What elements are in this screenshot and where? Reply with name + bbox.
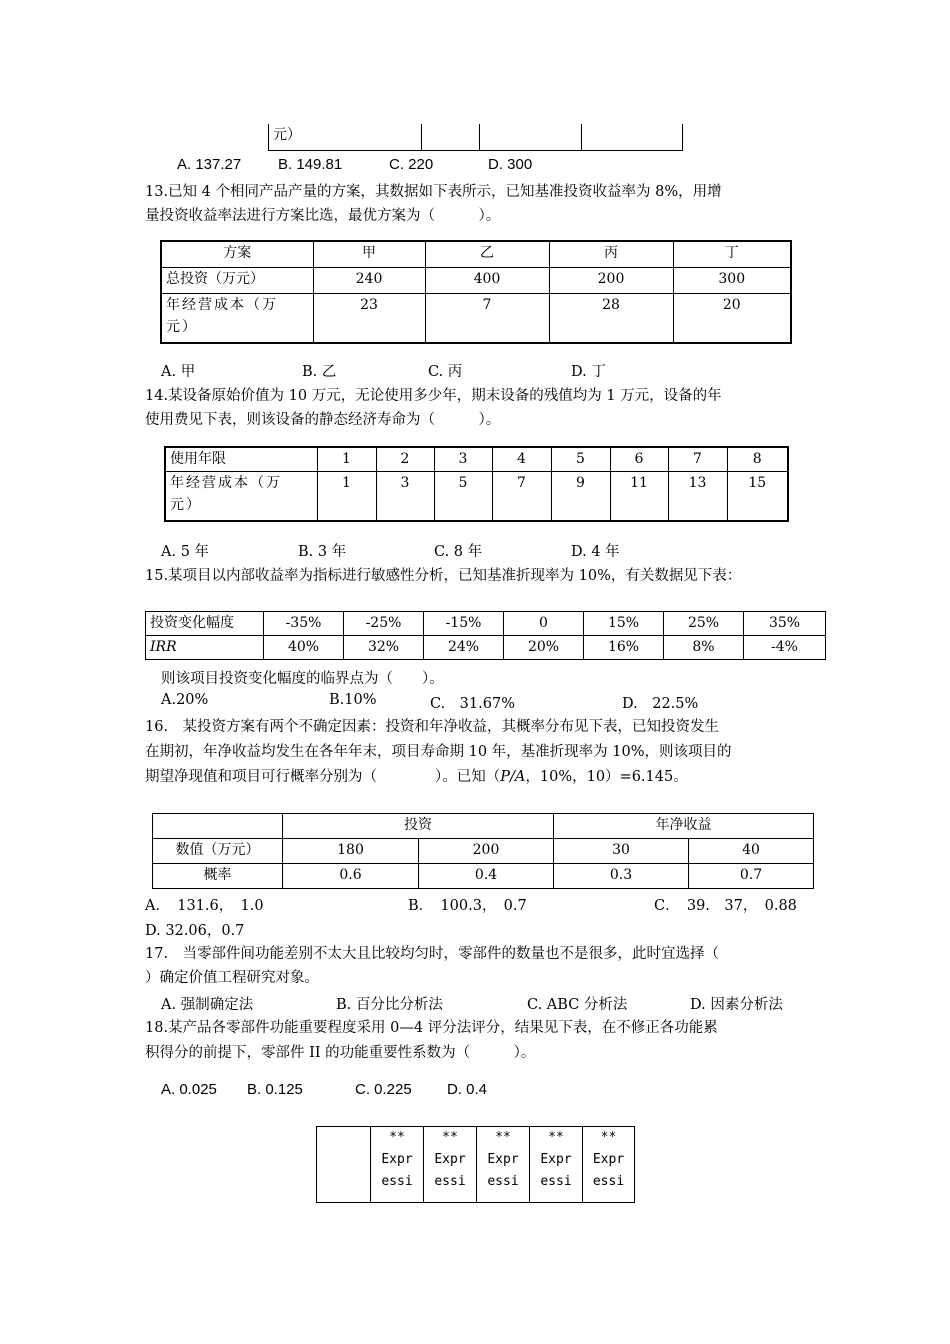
year-cell: 8	[727, 447, 788, 471]
option-a: A. 5 年	[161, 544, 210, 560]
q13-table	[160, 240, 792, 344]
q18-table	[316, 1126, 635, 1203]
prob-cell: 0.6	[283, 864, 419, 889]
option-a: A. 137.27	[177, 156, 242, 173]
top-row-label: 元）	[269, 124, 422, 150]
q13-text-line2: 量投资收益率法进行方案比选，最优方案为（ ）。	[145, 208, 501, 224]
option-b: B.10%	[329, 692, 377, 708]
expr-line: essi	[592, 1174, 625, 1189]
irr-cell: 32%	[344, 636, 424, 660]
q15-table	[145, 611, 826, 660]
year-cell: 3	[434, 447, 492, 471]
change-cell: -15%	[424, 612, 504, 636]
q16-text-part: ，10%，10）=6.145。	[525, 769, 688, 785]
option-b: B. 3 年	[298, 544, 347, 560]
expression-cell	[583, 1127, 635, 1203]
option-a: A.20%	[161, 692, 209, 708]
row-label-line: 元）	[170, 496, 202, 513]
expr-line: essi	[381, 1174, 413, 1189]
expression-cell	[371, 1127, 424, 1203]
table-cell: 28	[549, 293, 673, 343]
empty-cell	[317, 1127, 371, 1203]
year-cell: 1	[317, 447, 376, 471]
row-label-line: 年经营成本（万	[170, 474, 282, 491]
header-cell: 方案	[161, 241, 313, 267]
cost-cell: 9	[551, 471, 610, 521]
q17-text-line2: ）确定价值工程研究对象。	[145, 970, 319, 986]
row-label	[161, 293, 313, 343]
irr-cell: -4%	[744, 636, 826, 660]
option-c: C． 39. 37， 0.88	[654, 898, 797, 914]
group-header-investment: 投资	[283, 814, 554, 839]
top-cell	[422, 124, 480, 150]
option-b: B. 百分比分析法	[336, 997, 443, 1013]
q15-question: 则该项目投资变化幅度的临界点为（ ）。	[161, 671, 444, 687]
option-d: D. 32.06，0.7	[145, 923, 245, 939]
q14-text-line2: 使用费见下表，则该设备的静态经济寿命为（ ）。	[145, 412, 501, 428]
irr-cell: 20%	[504, 636, 584, 660]
option-c: C. 31.67%	[430, 696, 515, 712]
prob-cell: 0.4	[419, 864, 554, 889]
option-b: B. 149.81	[278, 156, 343, 173]
table-cell: 300	[673, 267, 791, 293]
change-cell: 35%	[744, 612, 826, 636]
table-cell: 200	[549, 267, 673, 293]
change-cell: -25%	[344, 612, 424, 636]
year-cell: 6	[610, 447, 668, 471]
option-b: B. 0.125	[247, 1081, 303, 1098]
table-cell: 7	[425, 293, 549, 343]
expr-line: Expr	[592, 1152, 625, 1167]
cost-cell: 7	[492, 471, 551, 521]
row-label: 总投资（万元）	[161, 267, 313, 293]
row-label: 数值（万元）	[153, 839, 283, 864]
irr-cell: 8%	[664, 636, 744, 660]
change-cell: -35%	[264, 612, 344, 636]
q18-text-line1: 18.某产品各零部件功能重要程度采用 0—4 评分法评分，结果见下表，在不修正各功能累	[145, 1020, 718, 1036]
option-c: C. ABC 分析法	[527, 997, 628, 1013]
option-a: A. 甲	[161, 364, 196, 380]
option-a: A． 131.6， 1.0	[145, 898, 264, 914]
value-cell: 40	[689, 839, 814, 864]
expr-line: Expr	[381, 1152, 413, 1167]
expression-cell	[477, 1127, 530, 1203]
q15-text-line1: 15.某项目以内部收益率为指标进行敏感性分析，已知基准折现率为 10%，有关数据见下表：	[145, 568, 742, 584]
expression-cell	[424, 1127, 477, 1203]
top-partial-table	[268, 124, 683, 151]
option-c: C. 0.225	[355, 1081, 412, 1098]
row-label-line: 年经营成本（万	[166, 296, 278, 313]
header-cell: 丁	[673, 241, 791, 267]
row-label	[165, 471, 317, 521]
q18-text-line2: 积得分的前提下，零部件 II 的功能重要性系数为（ ）。	[145, 1045, 536, 1061]
empty-cell	[153, 814, 283, 839]
q13-text-line1: 13.已知 4 个相同产品产量的方案，其数据如下表所示，已知基准投资收益率为 8%，用增	[145, 184, 722, 200]
expr-line: Expr	[487, 1152, 519, 1167]
year-cell: 4	[492, 447, 551, 471]
q16-text-part: 期望净现值和项目可行概率分别为（ ）。已知（	[145, 769, 501, 785]
expr-line: Expr	[540, 1152, 572, 1167]
option-c: C. 丙	[428, 364, 463, 380]
cost-cell: 13	[668, 471, 727, 521]
year-cell: 2	[376, 447, 434, 471]
option-b: B． 100.3， 0.7	[408, 898, 527, 914]
cost-cell: 5	[434, 471, 492, 521]
cost-cell: 3	[376, 471, 434, 521]
q14-text-line1: 14.某设备原始价值为 10 万元，无论使用多少年，期末设备的残值均为 1 万元，设备的年	[145, 388, 722, 404]
expression-cell	[530, 1127, 583, 1203]
value-cell: 180	[283, 839, 419, 864]
cost-cell: 1	[317, 471, 376, 521]
row-label-line: 元）	[166, 318, 198, 335]
q16-text-line2: 在期初，年净收益均发生在各年年末，项目寿命期 10 年，基准折现率为 10%，则该项目的	[145, 744, 732, 760]
change-cell: 15%	[584, 612, 664, 636]
option-d: D. 0.4	[447, 1081, 488, 1098]
q17-text-line1: 17. 当零部件间功能差别不太大且比较均匀时，零部件的数量也不是很多，此时宜选择（	[145, 946, 720, 962]
cost-cell: 11	[610, 471, 668, 521]
q16-text-line3	[145, 767, 688, 787]
header-cell: 甲	[313, 241, 425, 267]
option-a: A. 强制确定法	[161, 997, 254, 1013]
table-cell: 400	[425, 267, 549, 293]
option-d: D. 因素分析法	[690, 997, 783, 1013]
cost-cell: 15	[727, 471, 788, 521]
header-cell: 乙	[425, 241, 549, 267]
irr-cell: 40%	[264, 636, 344, 660]
prob-cell: 0.3	[554, 864, 689, 889]
q14-table	[164, 446, 789, 522]
value-cell: 200	[419, 839, 554, 864]
change-cell: 0	[504, 612, 584, 636]
table-cell: 240	[313, 267, 425, 293]
year-cell: 5	[551, 447, 610, 471]
option-b: B. 乙	[302, 364, 337, 380]
expr-line: **	[548, 1130, 564, 1145]
irr-cell: 16%	[584, 636, 664, 660]
header-label: 使用年限	[165, 447, 317, 471]
q16-text-line1: 16. 某投资方案有两个不确定因素：投资和年净收益，其概率分布见下表，已知投资发生	[145, 719, 720, 735]
top-cell	[582, 124, 683, 150]
q16-table	[152, 813, 814, 889]
row-label: IRR	[146, 636, 264, 660]
expr-line: essi	[434, 1174, 466, 1189]
expr-line: **	[389, 1130, 405, 1145]
expr-line: essi	[487, 1174, 519, 1189]
row-label: 概率	[153, 864, 283, 889]
option-d: D. 22.5%	[622, 696, 699, 712]
option-a: A. 0.025	[161, 1081, 217, 1098]
expr-line: essi	[540, 1174, 572, 1189]
header-cell: 丙	[549, 241, 673, 267]
option-c: C. 220	[389, 156, 434, 173]
expr-line: Expr	[434, 1152, 466, 1167]
group-header-net-income: 年净收益	[554, 814, 814, 839]
table-cell: 20	[673, 293, 791, 343]
option-d: D. 4 年	[571, 544, 620, 560]
option-c: C. 8 年	[434, 544, 483, 560]
expr-line: **	[495, 1130, 511, 1145]
irr-cell: 24%	[424, 636, 504, 660]
change-cell: 25%	[664, 612, 744, 636]
table-cell: 23	[313, 293, 425, 343]
prob-cell: 0.7	[689, 864, 814, 889]
option-d: D. 300	[488, 156, 533, 173]
expr-line: **	[600, 1130, 617, 1145]
row-label: 投资变化幅度	[146, 612, 264, 636]
q16-formula: P/A	[500, 769, 526, 785]
value-cell: 30	[554, 839, 689, 864]
year-cell: 7	[668, 447, 727, 471]
top-cell	[480, 124, 582, 150]
expr-line: **	[442, 1130, 458, 1145]
option-d: D. 丁	[571, 364, 606, 380]
